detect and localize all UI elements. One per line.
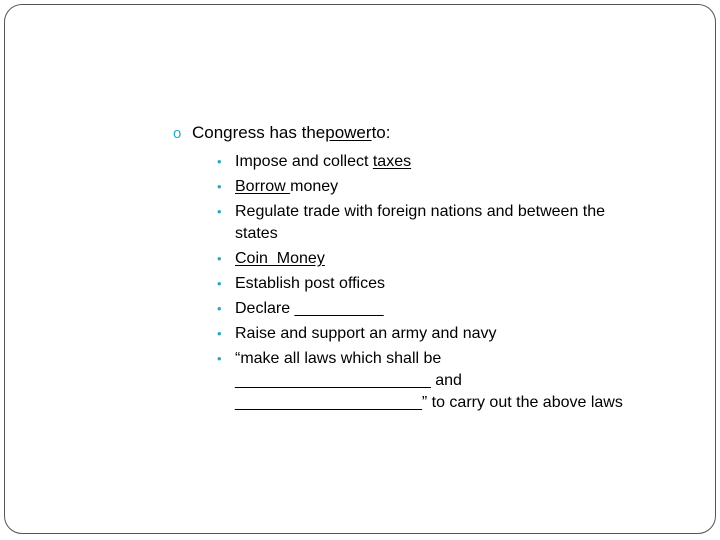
list-item	[217, 201, 687, 245]
main-text-before: Congress has the	[192, 123, 326, 142]
item-text-line: Regulate trade with foreign nations and between the	[235, 203, 606, 220]
item-underlined-text: taxes	[372, 153, 412, 170]
item-text: Declare __________	[235, 300, 384, 317]
item-text-line: _____________________” to carry out the above laws	[235, 394, 623, 411]
list-item	[217, 248, 687, 270]
list-item	[217, 348, 687, 414]
list-item	[217, 176, 687, 198]
power-list	[217, 151, 687, 417]
item-text-line: ______________________ and	[235, 372, 462, 389]
item-underlined-text: Coin Money	[235, 250, 325, 267]
list-item	[217, 151, 687, 173]
main-text-after: to:	[371, 123, 391, 142]
bullet-icon: •	[217, 204, 222, 219]
bullet-icon: •	[217, 154, 222, 169]
list-item	[217, 323, 687, 345]
bullet-icon: •	[217, 179, 222, 194]
item-text: money	[290, 178, 339, 195]
bullet-icon: •	[217, 326, 222, 341]
bullet-icon: •	[217, 301, 222, 316]
item-text: Raise and support an army and navy	[235, 325, 497, 342]
list-item	[217, 273, 687, 295]
bullet-icon: •	[217, 351, 222, 366]
main-bullet-marker: o	[173, 125, 182, 142]
item-text: Impose and collect	[235, 153, 373, 170]
item-underlined-text: Borrow	[235, 178, 291, 195]
list-item	[217, 298, 687, 320]
item-text-line: “make all laws which shall be	[235, 350, 442, 367]
bullet-icon: •	[217, 276, 222, 291]
item-text: Establish post offices	[235, 275, 386, 292]
main-bullet	[173, 123, 390, 143]
slide-frame	[4, 4, 716, 534]
bullet-icon: •	[217, 251, 222, 266]
item-text-line: states	[235, 225, 278, 242]
main-text-underlined: power	[325, 123, 372, 142]
